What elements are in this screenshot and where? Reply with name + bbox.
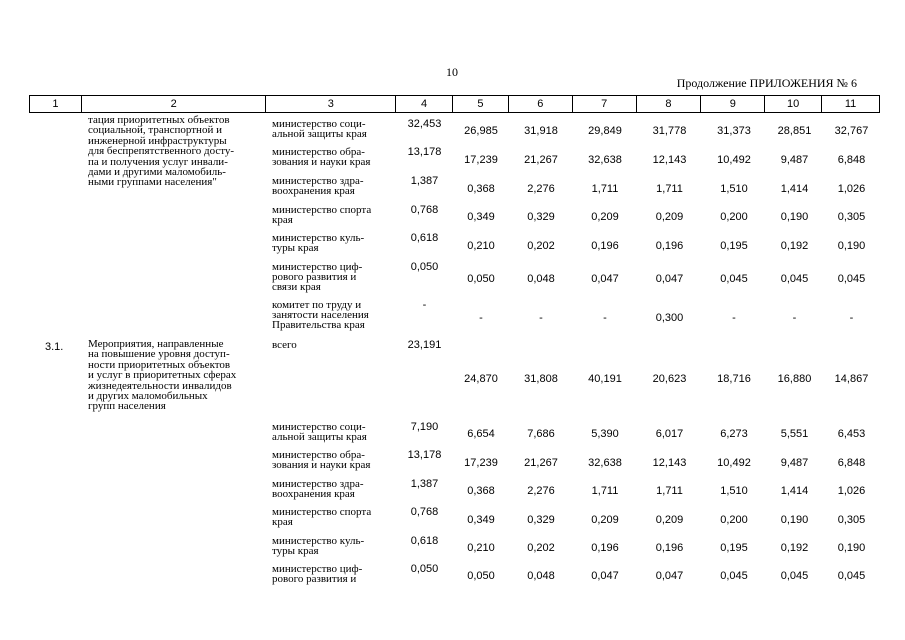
value-cell-col5: - (479, 312, 483, 324)
table-row (29, 505, 880, 534)
value-cell-col6: 2,276 (527, 485, 555, 497)
value-cell-col8: 20,623 (652, 373, 687, 385)
column-header: 6 (509, 96, 573, 112)
section-number: 3.1. (45, 341, 64, 353)
section-description-line: социальной, транспортной и (88, 124, 222, 137)
value-cell-col6: 0,329 (527, 211, 555, 223)
value-cell-col9: 0,200 (720, 211, 748, 223)
value-cell-col4: 0,050 (410, 563, 439, 575)
agency-cell (272, 450, 402, 470)
agency-line: всего (272, 339, 297, 351)
value-cell-col10: 0,190 (780, 211, 809, 223)
value-cell-col7: 0,047 (591, 273, 619, 285)
value-cell-col5: 0,210 (467, 239, 495, 252)
value-cell-col5: 17,239 (464, 153, 498, 166)
value-cell-col11: 1,026 (837, 485, 866, 497)
agency-line: рового развития и (272, 573, 357, 585)
column-header: 8 (637, 96, 702, 112)
value-cell-col10: 0,192 (780, 542, 809, 554)
value-cell-col11: 0,305 (837, 513, 866, 526)
value-cell-col11: 14,867 (834, 373, 869, 385)
agency-line: министерство спорта (272, 204, 372, 216)
agency-cell (272, 205, 402, 225)
agency-line: альной защиты края (272, 431, 367, 443)
value-cell-col7: 32,638 (588, 153, 622, 166)
value-cell-col5: 26,985 (464, 125, 498, 137)
value-cell-col9: 6,273 (720, 428, 748, 440)
table-row (29, 114, 880, 145)
value-cell-col8: 0,209 (655, 211, 684, 223)
section-description-line: инженерной инфраструктуры (88, 134, 227, 147)
column-header: 3 (266, 96, 396, 112)
value-cell-col11: 0,045 (837, 273, 866, 285)
table-row (29, 203, 880, 231)
agency-cell (272, 507, 402, 527)
agency-cell (272, 233, 402, 253)
value-cell-col7: - (603, 312, 607, 324)
value-cell-col7: 5,390 (591, 428, 619, 440)
value-cell-col7: 32,638 (588, 456, 622, 469)
value-cell-col5: 0,368 (467, 182, 495, 195)
value-cell-col11: - (849, 312, 854, 324)
column-header: 11 (844, 98, 857, 110)
table-row (29, 298, 880, 338)
appendix-caption: Продолжение ПРИЛОЖЕНИЯ № 6 (676, 76, 857, 90)
value-cell-col9: 0,045 (720, 570, 748, 582)
agency-line: воохранения края (272, 488, 355, 500)
column-header: 7 (573, 96, 637, 112)
agency-cell (272, 119, 402, 139)
value-cell-col7: 0,196 (591, 542, 619, 554)
agency-line: министерство здра- (272, 478, 364, 490)
table-row (29, 420, 880, 448)
value-cell-col11: 6,848 (837, 153, 866, 166)
value-cell-col8: 0,047 (655, 570, 684, 582)
page-number: 10 (446, 65, 458, 79)
agency-line: министерство циф- (272, 563, 363, 575)
column-header: 9 (701, 96, 765, 112)
section-description-line: для беспрепятственного досту- (88, 145, 235, 158)
agency-line: зования и науки края (272, 156, 371, 168)
value-cell-col6: 0,048 (527, 273, 555, 285)
value-cell-col10: 0,190 (780, 513, 809, 526)
value-cell-col5: 0,349 (467, 211, 495, 223)
value-cell-col7: 0,209 (591, 211, 619, 223)
value-cell-col5: 0,210 (467, 542, 495, 554)
value-cell-col8: 31,778 (652, 125, 687, 137)
agency-line: комитет по труду и (272, 299, 362, 311)
value-cell-col7: 40,191 (588, 373, 622, 385)
value-cell-col8: 12,143 (652, 456, 687, 469)
value-cell-col8: 1,711 (656, 182, 683, 195)
value-cell-col10: 0,192 (780, 239, 809, 252)
value-cell-col11: 0,190 (837, 542, 866, 554)
value-cell-col7: 1,711 (591, 182, 619, 195)
table-header-row (29, 95, 880, 113)
agency-cell (272, 340, 402, 350)
value-cell-col5: 0,349 (467, 513, 495, 526)
table-row (29, 448, 880, 477)
agency-line: министерство спорта (272, 506, 372, 518)
column-header: 1 (30, 96, 82, 112)
agency-line: министерство обра- (272, 449, 365, 461)
section-description-line: тация приоритетных объектов (88, 114, 230, 126)
value-cell-col11: 6,453 (837, 428, 866, 440)
value-cell-col11: 1,026 (837, 182, 866, 195)
agency-line: связи края (272, 281, 321, 293)
value-cell-col11: 6,848 (837, 456, 866, 469)
table-row (29, 477, 880, 505)
agency-cell (272, 536, 402, 556)
value-cell-col4: 23,191 (407, 339, 442, 351)
value-cell-col10: 28,851 (777, 125, 812, 137)
value-cell-col9: 0,200 (720, 513, 748, 526)
value-cell-col8: 0,209 (655, 513, 684, 526)
value-cell-col8: 6,017 (655, 428, 684, 440)
value-cell-col4: 32,453 (407, 118, 442, 130)
agency-line: министерство куль- (272, 232, 365, 244)
section-description-line: ными группами населения" (88, 176, 217, 189)
section-description-line: ности приоритетных объектов (88, 358, 231, 371)
agency-line: зования и науки края (272, 459, 371, 471)
value-cell-col10: 0,045 (780, 570, 809, 582)
value-cell-col9: 10,492 (717, 153, 751, 166)
column-header: 2 (82, 96, 267, 112)
agency-line: министерство здра- (272, 175, 364, 187)
agency-line: министерство соци- (272, 118, 366, 130)
value-cell-col9: 1,510 (720, 182, 748, 195)
value-cell-col4: 0,618 (410, 535, 439, 547)
section-description-line: Мероприятия, направленные (88, 338, 224, 350)
table-row (29, 260, 880, 298)
value-cell-col10: 0,045 (780, 273, 809, 285)
value-cell-col9: - (732, 312, 736, 324)
table-row (29, 338, 880, 420)
section-description-line: па и получения услуг инвали- (88, 155, 228, 168)
value-cell-col6: - (539, 312, 543, 324)
value-cell-col4: 0,768 (410, 506, 439, 518)
value-cell-col9: 0,195 (720, 239, 748, 252)
value-cell-col8: 1,711 (656, 485, 683, 497)
value-cell-col6: 2,276 (527, 182, 555, 195)
agency-cell (272, 479, 402, 499)
value-cell-col10: 9,487 (780, 153, 809, 166)
agency-cell (272, 564, 402, 584)
agency-line: министерство циф- (272, 261, 363, 273)
value-cell-col10: 1,414 (780, 485, 809, 497)
value-cell-col5: 17,239 (464, 456, 498, 469)
section-description-line: и других маломобильных (88, 390, 208, 403)
table-row (29, 145, 880, 174)
value-cell-col7: 0,209 (591, 513, 619, 526)
value-cell-col6: 31,918 (524, 125, 558, 137)
table-row (29, 174, 880, 203)
value-cell-col5: 0,368 (467, 485, 495, 497)
value-cell-col7: 0,196 (591, 239, 619, 252)
table-row (29, 231, 880, 260)
agency-line: министерство обра- (272, 146, 365, 158)
value-cell-col5: 24,870 (464, 373, 498, 385)
value-cell-col7: 1,711 (591, 485, 619, 497)
value-cell-col9: 0,195 (720, 542, 748, 554)
value-cell-col6: 0,329 (527, 513, 555, 526)
agency-line: Правительства края (272, 319, 365, 331)
agency-line: края (272, 214, 293, 226)
value-cell-col5: 0,050 (467, 273, 495, 285)
value-cell-col10: - (792, 312, 797, 324)
value-cell-col6: 0,048 (527, 570, 555, 582)
value-cell-col8: 0,047 (655, 273, 684, 285)
value-cell-col4: 13,178 (407, 449, 442, 461)
value-cell-col11: 0,305 (837, 211, 866, 223)
value-cell-col7: 29,849 (588, 125, 622, 137)
column-header: 4 (396, 96, 453, 112)
value-cell-col11: 0,190 (837, 239, 866, 252)
table-row (29, 562, 880, 590)
agency-cell (272, 422, 402, 442)
value-cell-col4: 1,387 (410, 175, 439, 187)
value-cell-col9: 18,716 (717, 373, 751, 385)
value-cell-col8: 0,300 (655, 312, 684, 324)
value-cell-col6: 0,202 (527, 239, 555, 252)
value-cell-col4: 1,387 (410, 478, 439, 490)
value-cell-col6: 0,202 (527, 542, 555, 554)
agency-cell (272, 176, 402, 196)
value-cell-col9: 10,492 (717, 456, 751, 469)
value-cell-col7: 0,047 (591, 570, 619, 582)
section-description-line: дами и другими маломобиль- (88, 166, 226, 179)
value-cell-col10: 9,487 (780, 456, 809, 469)
agency-line: воохранения края (272, 185, 355, 197)
section-description-line: жизнедеятельности инвалидов (88, 379, 232, 392)
agency-cell (272, 262, 402, 292)
value-cell-col4: 7,190 (410, 421, 439, 433)
value-cell-col4: 0,050 (410, 261, 439, 273)
value-cell-col9: 0,045 (720, 273, 748, 285)
value-cell-col8: 12,143 (652, 153, 687, 166)
value-cell-col6: 31,808 (524, 373, 558, 385)
table-row (29, 534, 880, 562)
value-cell-col4: 13,178 (407, 146, 442, 158)
agency-line: туры края (272, 242, 319, 254)
agency-line: альной защиты края (272, 128, 367, 140)
section-description-line: групп населения (88, 400, 166, 413)
value-cell-col4: 0,618 (410, 232, 439, 244)
value-cell-col10: 16,880 (777, 373, 812, 385)
agency-line: министерство соци- (272, 421, 366, 433)
section-description-line: на повышение уровня доступ- (88, 348, 230, 361)
value-cell-col11: 32,767 (834, 125, 869, 137)
value-cell-col4: - (422, 299, 427, 311)
column-header: 5 (453, 96, 509, 112)
value-cell-col6: 21,267 (524, 153, 558, 166)
value-cell-col9: 1,510 (720, 485, 748, 497)
value-cell-col4: 0,768 (410, 204, 439, 216)
value-cell-col9: 31,373 (717, 125, 751, 137)
agency-cell (272, 300, 402, 330)
value-cell-col6: 7,686 (527, 428, 555, 440)
agency-line: туры края (272, 545, 319, 557)
value-cell-col8: 0,196 (655, 542, 684, 554)
value-cell-col10: 1,414 (780, 182, 809, 195)
value-cell-col11: 0,045 (837, 570, 866, 582)
value-cell-col6: 21,267 (524, 456, 558, 469)
section-description-line: и услуг в приоритетных сферах (88, 369, 237, 382)
agency-line: края (272, 516, 293, 528)
value-cell-col5: 0,050 (467, 570, 495, 582)
agency-line: министерство куль- (272, 535, 365, 547)
agency-line: занятости населения (272, 309, 369, 321)
agency-line: рового развития и (272, 271, 357, 283)
agency-cell (272, 147, 402, 167)
value-cell-col5: 6,654 (467, 428, 495, 440)
column-header: 10 (765, 96, 822, 112)
value-cell-col10: 5,551 (780, 428, 809, 440)
value-cell-col8: 0,196 (655, 239, 684, 252)
